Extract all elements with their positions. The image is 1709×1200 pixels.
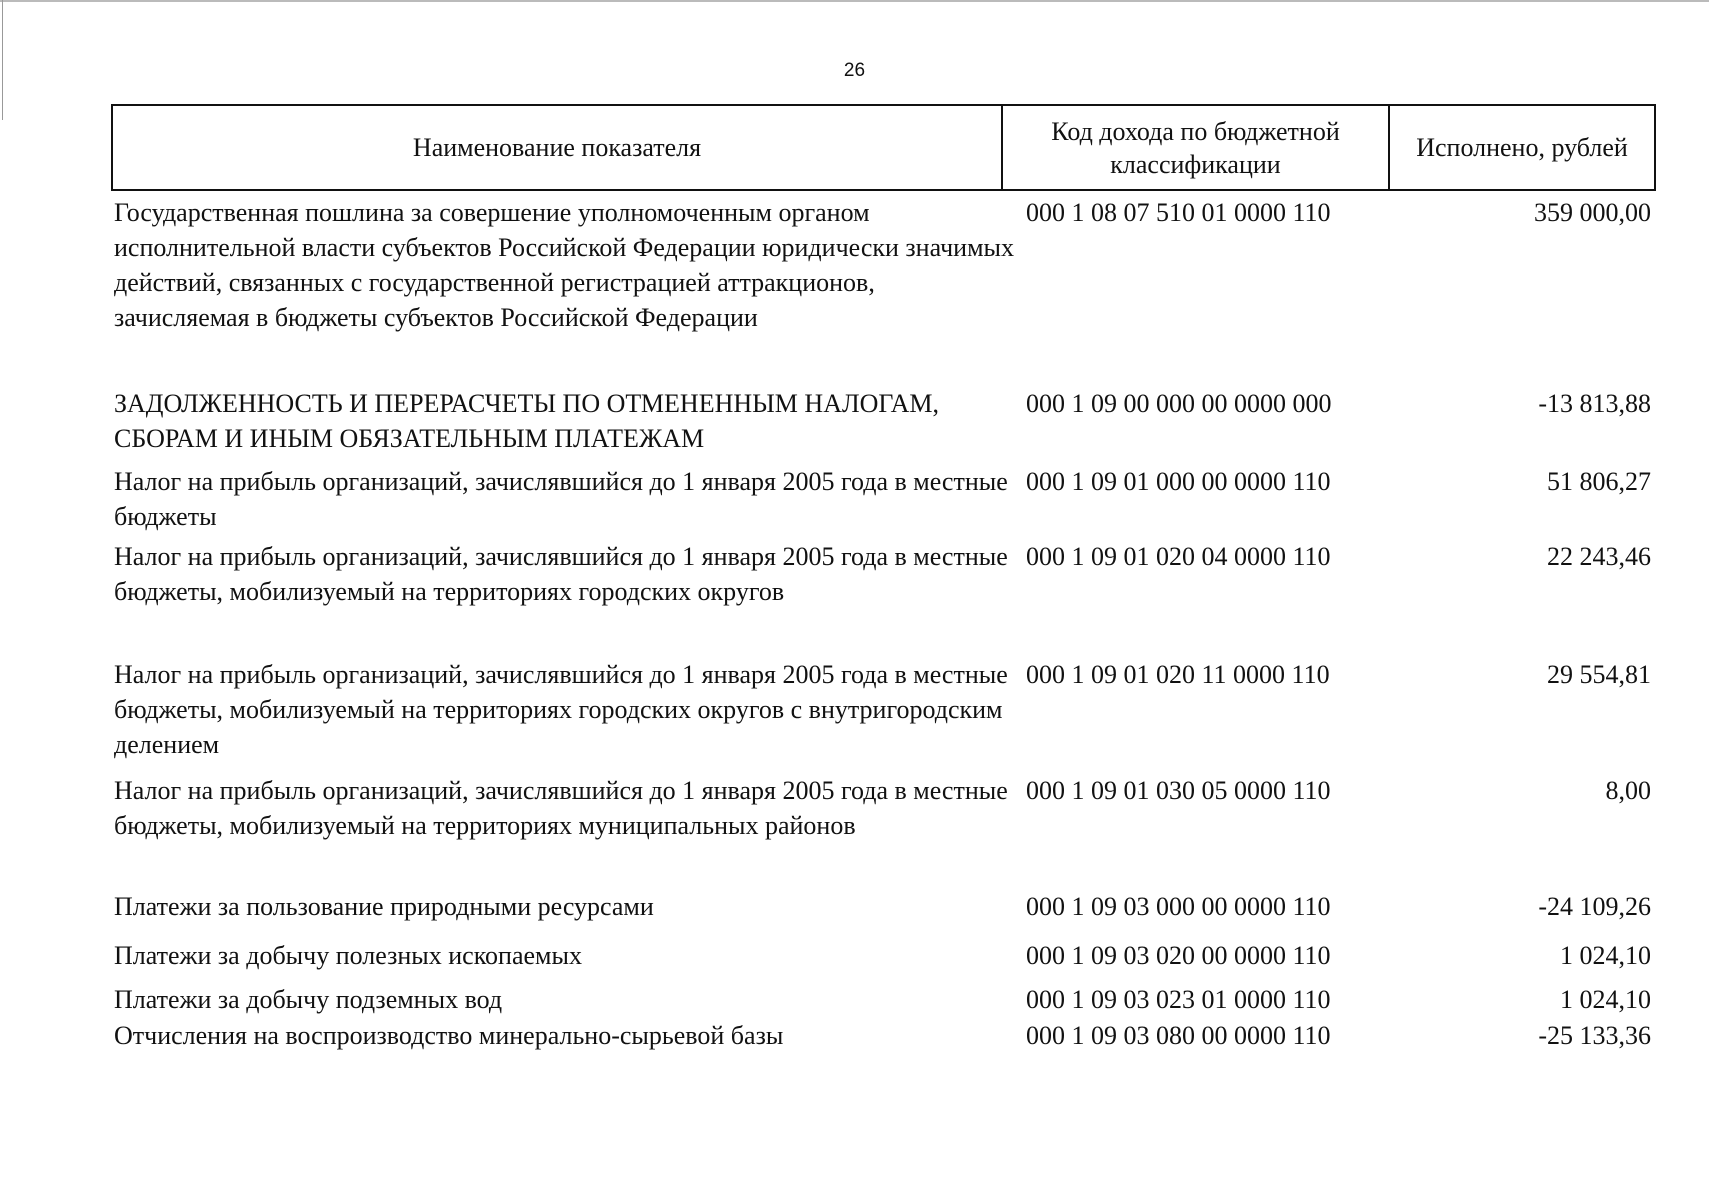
row-code: 000 1 08 07 510 01 0000 110	[1026, 198, 1331, 227]
row-code: 000 1 09 03 000 00 0000 110	[1026, 892, 1331, 921]
row-name: Налог на прибыль организаций, зачислявшийся до 1 января 2005 года в местные бюджеты, мобилизуемый на территориях муниципальных районов	[114, 776, 1008, 840]
row-amount: 51 806,27	[1547, 467, 1651, 496]
row-amount: 1 024,10	[1560, 941, 1651, 970]
row-code: 000 1 09 01 020 04 0000 110	[1026, 542, 1331, 571]
header-name: Наименование показателя	[113, 106, 1003, 189]
header-code: Код дохода по бюджетной классификации	[1003, 106, 1390, 189]
row-amount: 1 024,10	[1560, 985, 1651, 1014]
header-amount: Исполнено, рублей	[1416, 133, 1628, 162]
row-amount: 8,00	[1605, 776, 1651, 805]
row-code: 000 1 09 01 000 00 0000 110	[1026, 467, 1331, 496]
scan-edge-top	[0, 0, 1709, 2]
row-amount: -13 813,88	[1538, 389, 1651, 418]
row-code: 000 1 09 00 000 00 0000 000	[1026, 389, 1332, 418]
row-amount: 359 000,00	[1534, 198, 1651, 227]
row-amount: -25 133,36	[1538, 1021, 1651, 1050]
row-name: Налог на прибыль организаций, зачислявшийся до 1 января 2005 года в местные бюджеты	[114, 467, 1008, 531]
row-amount: -24 109,26	[1538, 892, 1651, 921]
page-number: 26	[843, 60, 866, 81]
row-code: 000 1 09 03 020 00 0000 110	[1026, 941, 1331, 970]
row-amount: 22 243,46	[1547, 542, 1651, 571]
row-name: ЗАДОЛЖЕННОСТЬ И ПЕРЕРАСЧЕТЫ ПО ОТМЕНЕННЫМ НАЛОГАМ, СБОРАМ И ИНЫМ ОБЯЗАТЕЛЬНЫМ ПЛАТЕЖАМ	[114, 389, 939, 453]
row-name: Платежи за добычу полезных ископаемых	[114, 941, 582, 970]
row-amount: 29 554,81	[1547, 660, 1651, 689]
row-code: 000 1 09 01 020 11 0000 110	[1026, 660, 1330, 689]
row-name: Налог на прибыль организаций, зачислявшийся до 1 января 2005 года в местные бюджеты, мобилизуемый на территориях городских округов с внутригородским делением	[114, 660, 1008, 759]
row-code: 000 1 09 03 080 00 0000 110	[1026, 1021, 1331, 1050]
row-name: Налог на прибыль организаций, зачислявшийся до 1 января 2005 года в местные бюджеты, мобилизуемый на территориях городских округов	[114, 542, 1008, 606]
row-code: 000 1 09 01 030 05 0000 110	[1026, 776, 1331, 805]
row-code: 000 1 09 03 023 01 0000 110	[1026, 985, 1331, 1014]
row-name: Государственная пошлина за совершение уполномоченным органом исполнительной власти субъектов Российской Федерации юридически значимых действий, связанных с государственной регистрацией аттракционов, зачисляемая в бюджеты субъектов Российской Федерации	[114, 198, 1015, 332]
row-name: Платежи за пользование природными ресурсами	[114, 892, 654, 921]
row-name: Платежи за добычу подземных вод	[114, 985, 503, 1014]
table-header	[111, 104, 1656, 191]
row-name: Отчисления на воспроизводство минерально-сырьевой базы	[114, 1021, 784, 1050]
